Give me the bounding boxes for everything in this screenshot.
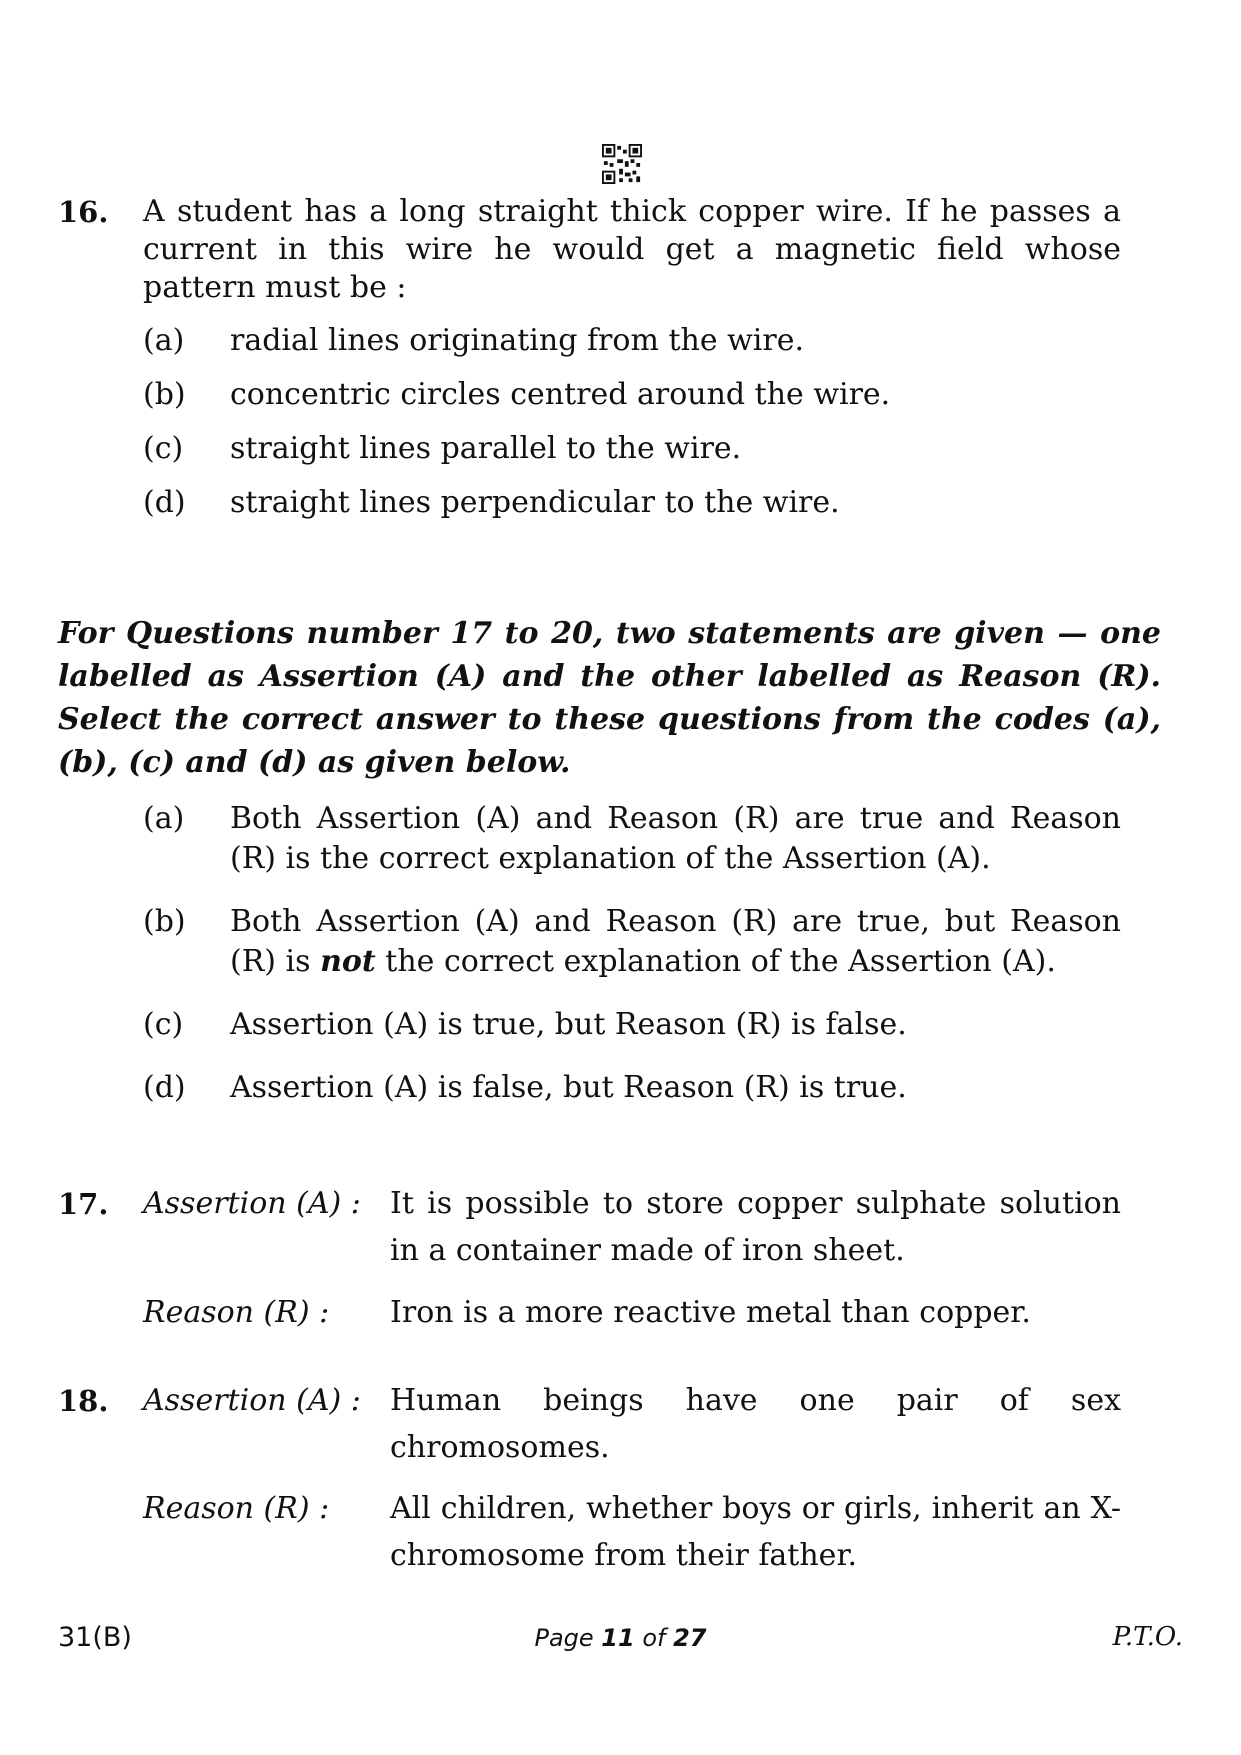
paper-code: 31(B) bbox=[58, 1622, 132, 1653]
q17-assertion-text: It is possible to store copper sulphate solution in a container made of iron sheet. bbox=[390, 1186, 1121, 1268]
option-text-after: the correct explanation of the Assertion (A). bbox=[375, 944, 1056, 979]
option-emphasis: not bbox=[320, 944, 376, 979]
page-prefix: Page bbox=[534, 1624, 602, 1652]
question-16-stem: A student has a long straight thick copper wire. If he passes a current in this wire he would get a magnetic field whose pattern must be : bbox=[143, 194, 1121, 305]
option-label: (b) bbox=[143, 377, 186, 412]
option-text-before: Both Assertion (A) and Reason (R) are true, but Reason (R) is bbox=[230, 904, 1121, 979]
option-text: Assertion (A) is false, but Reason (R) is true. bbox=[230, 1070, 907, 1105]
q18-reason-text: All children, whether boys or girls, inherit an X-chromosome from their father. bbox=[390, 1491, 1121, 1573]
assertion-reason-instructions: For Questions number 17 to 20, two statements are given — one labelled as Assertion (A) and the other labelled as Reason (R). Select the correct answer to these questions from the codes (a), (b), (c) and (d) as given below. bbox=[58, 616, 1161, 780]
option-text: straight lines perpendicular to the wire. bbox=[230, 485, 840, 520]
option-text: straight lines parallel to the wire. bbox=[230, 431, 742, 466]
option-text bbox=[230, 902, 1121, 982]
page-total: 27 bbox=[673, 1624, 707, 1652]
option-label: (c) bbox=[143, 431, 184, 466]
option-text: Assertion (A) is true, but Reason (R) is false. bbox=[230, 1007, 907, 1042]
page-number bbox=[0, 1624, 1241, 1652]
page-current: 11 bbox=[601, 1624, 635, 1652]
q18-assertion-text: Human beings have one pair of sex chromosomes. bbox=[390, 1383, 1121, 1465]
page-of: of bbox=[634, 1624, 674, 1652]
question-17-number: 17. bbox=[58, 1187, 109, 1221]
question-18-number: 18. bbox=[58, 1384, 109, 1418]
option-text: radial lines originating from the wire. bbox=[230, 323, 805, 358]
option-label: (a) bbox=[143, 323, 185, 358]
option-text: Both Assertion (A) and Reason (R) are true and Reason (R) is the correct explanation of the Assertion (A). bbox=[230, 801, 1121, 876]
option-text: concentric circles centred around the wire. bbox=[230, 377, 891, 412]
q17-reason-label: Reason (R) : bbox=[143, 1295, 330, 1330]
q17-assertion-label: Assertion (A) : bbox=[143, 1186, 361, 1221]
option-label: (c) bbox=[143, 1007, 184, 1042]
please-turn-over: P.T.O. bbox=[1112, 1622, 1183, 1652]
q18-assertion-label: Assertion (A) : bbox=[143, 1383, 361, 1418]
q17-reason-text: Iron is a more reactive metal than copper. bbox=[390, 1295, 1031, 1330]
option-label: (d) bbox=[143, 485, 186, 520]
question-16-number: 16. bbox=[58, 195, 109, 229]
option-label: (b) bbox=[143, 904, 186, 939]
q18-reason-label: Reason (R) : bbox=[143, 1491, 330, 1526]
qr-code-icon bbox=[602, 144, 642, 184]
option-label: (d) bbox=[143, 1070, 186, 1105]
option-label: (a) bbox=[143, 801, 185, 836]
